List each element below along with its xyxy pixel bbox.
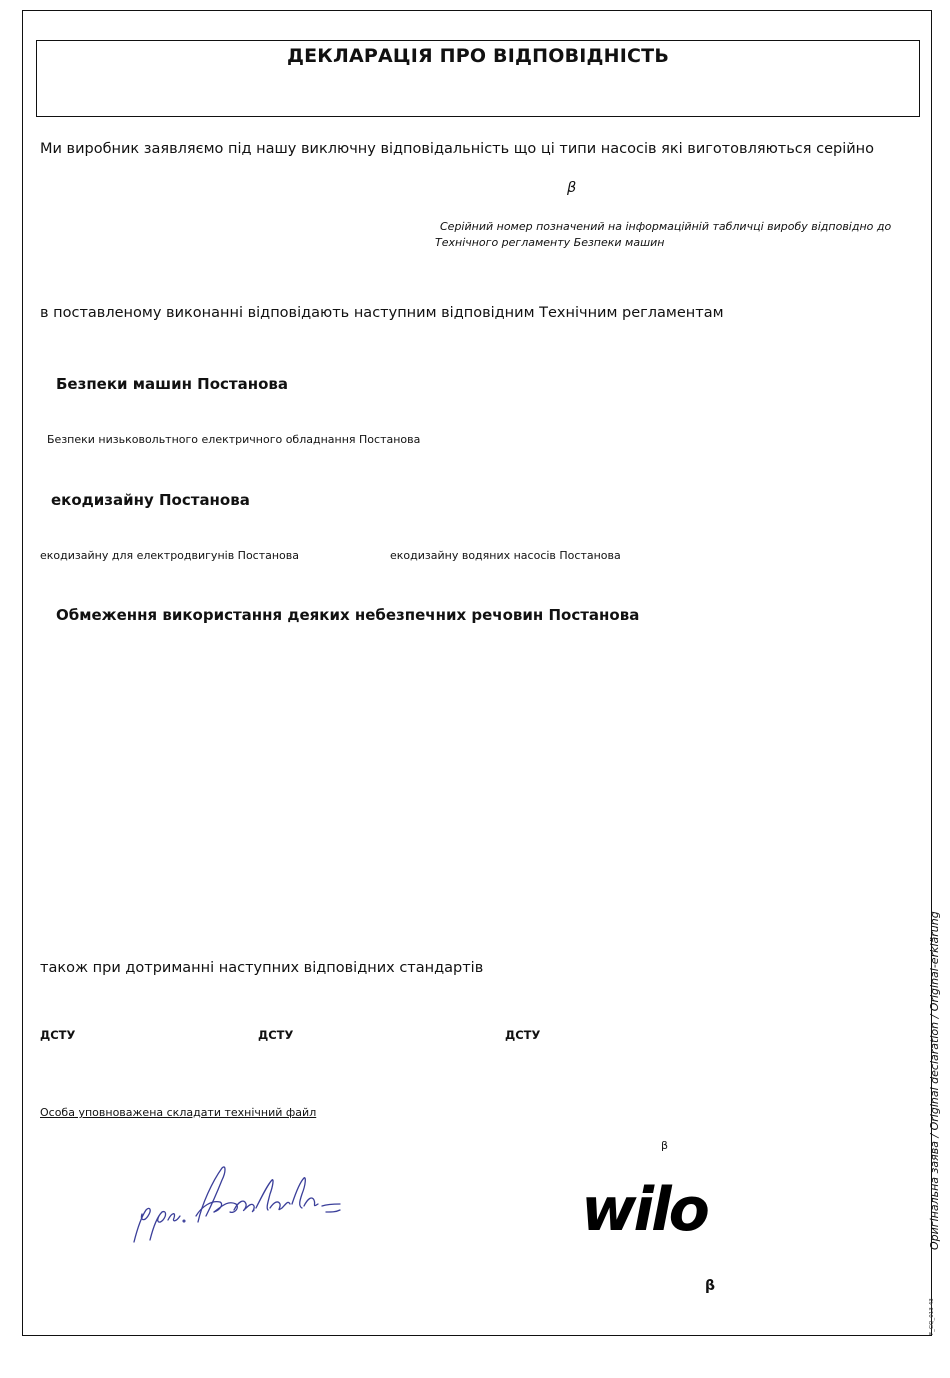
intro-text: Ми виробник заявляємо під нашу виключну відповідальність що ці типи насосів які виготовляються серійно (40, 141, 874, 157)
regulation-low-voltage: Безпеки низьковольтного електричного обладнання Постанова (47, 433, 421, 446)
standard-2: ДСТУ (258, 1028, 294, 1042)
regulation-ecodesign: екодизайну Постанова (51, 491, 250, 509)
document-frame (22, 10, 932, 1336)
form-code: F_GQ_013-43 (929, 1298, 935, 1335)
conformity-text: в поставленому виконанні відповідають наступним відповідним Технічним регламентам (40, 305, 724, 321)
tech-file-person: Особа уповноважена складати технічний файл (40, 1106, 317, 1119)
serial-note-line-2: Технічного регламенту Безпеки машин (435, 236, 665, 249)
declaration-side-label: Оригінальна заява / Original declaration / Original-erklärung (928, 911, 941, 1250)
title-box (36, 40, 920, 117)
regulation-rohs: Обмеження використання деяких небезпечних речовин Постанова (56, 606, 640, 624)
wilo-logo (574, 1176, 714, 1240)
svg-text:wilo: wilo (581, 1176, 707, 1240)
standard-3: ДСТУ (505, 1028, 541, 1042)
standard-1: ДСТУ (40, 1028, 76, 1042)
document-title: ДЕКЛАРАЦІЯ ПРО ВІДПОВІДНІСТЬ (286, 45, 670, 67)
regulation-ecodesign-motors: екодизайну для електродвигунів Постанова (40, 549, 300, 562)
beta-symbol-2: β (661, 1139, 669, 1152)
standards-text: також при дотриманні наступних відповідних стандартів (40, 960, 484, 976)
signature (126, 1160, 346, 1250)
serial-note-line-1: Серійний номер позначений на інформаційній табличці виробу відповідно до (440, 220, 892, 233)
regulation-machinery: Безпеки машин Постанова (56, 375, 289, 393)
beta-symbol-3: β (705, 1278, 716, 1294)
regulation-ecodesign-pumps: екодизайну водяних насосів Постанова (390, 549, 621, 562)
beta-symbol: β (567, 180, 577, 196)
